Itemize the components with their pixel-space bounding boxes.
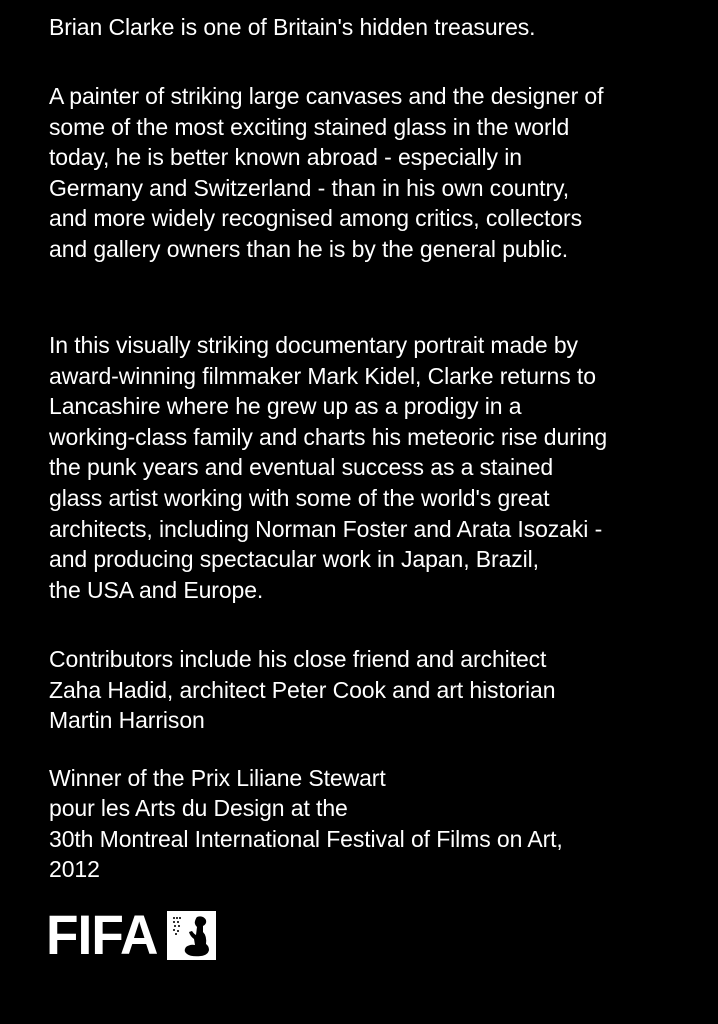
fifa-logo-text: FIFA xyxy=(46,903,158,966)
text-line: some of the most exciting stained glass in the world xyxy=(49,114,570,140)
intro-line: Brian Clarke is one of Britain's hidden treasures. xyxy=(49,14,536,40)
text-line: Contributors include his close friend and architect xyxy=(49,646,547,672)
text-line: Winner of the Prix Liliane Stewart xyxy=(49,765,386,791)
text-line: In this visually striking documentary portrait made by xyxy=(49,332,578,358)
text-line: the punk years and eventual success as a stained xyxy=(49,454,554,480)
text-line: award-winning filmmaker Mark Kidel, Clarke returns to xyxy=(49,363,596,389)
text-line: Zaha Hadid, architect Peter Cook and art historian xyxy=(49,677,556,703)
text-line: 2012 xyxy=(49,856,100,882)
text-line: Martin Harrison xyxy=(49,707,205,733)
text-line: today, he is better known abroad - especially in xyxy=(49,144,522,170)
text-line: 30th Montreal International Festival of Films on Art, xyxy=(49,826,563,852)
text-line: glass artist working with some of the world's great xyxy=(49,485,550,511)
text-line: and gallery owners than he is by the general public. xyxy=(49,236,569,262)
fifa-logo xyxy=(46,903,216,966)
text-line: pour les Arts du Design at the xyxy=(49,795,348,821)
text-line: A painter of striking large canvases and the designer of xyxy=(49,83,604,109)
seated-figure-icon xyxy=(167,911,216,960)
text-line: the USA and Europe. xyxy=(49,577,264,603)
text-line: Lancashire where he grew up as a prodigy in a xyxy=(49,393,522,419)
text-line: Germany and Switzerland - than in his own country, xyxy=(49,175,569,201)
text-line: and producing spectacular work in Japan, Brazil, xyxy=(49,546,539,572)
text-line: and more widely recognised among critics, collectors xyxy=(49,205,582,231)
text-line: working-class family and charts his meteoric rise during xyxy=(49,424,608,450)
text-line: architects, including Norman Foster and Arata Isozaki - xyxy=(49,516,603,542)
